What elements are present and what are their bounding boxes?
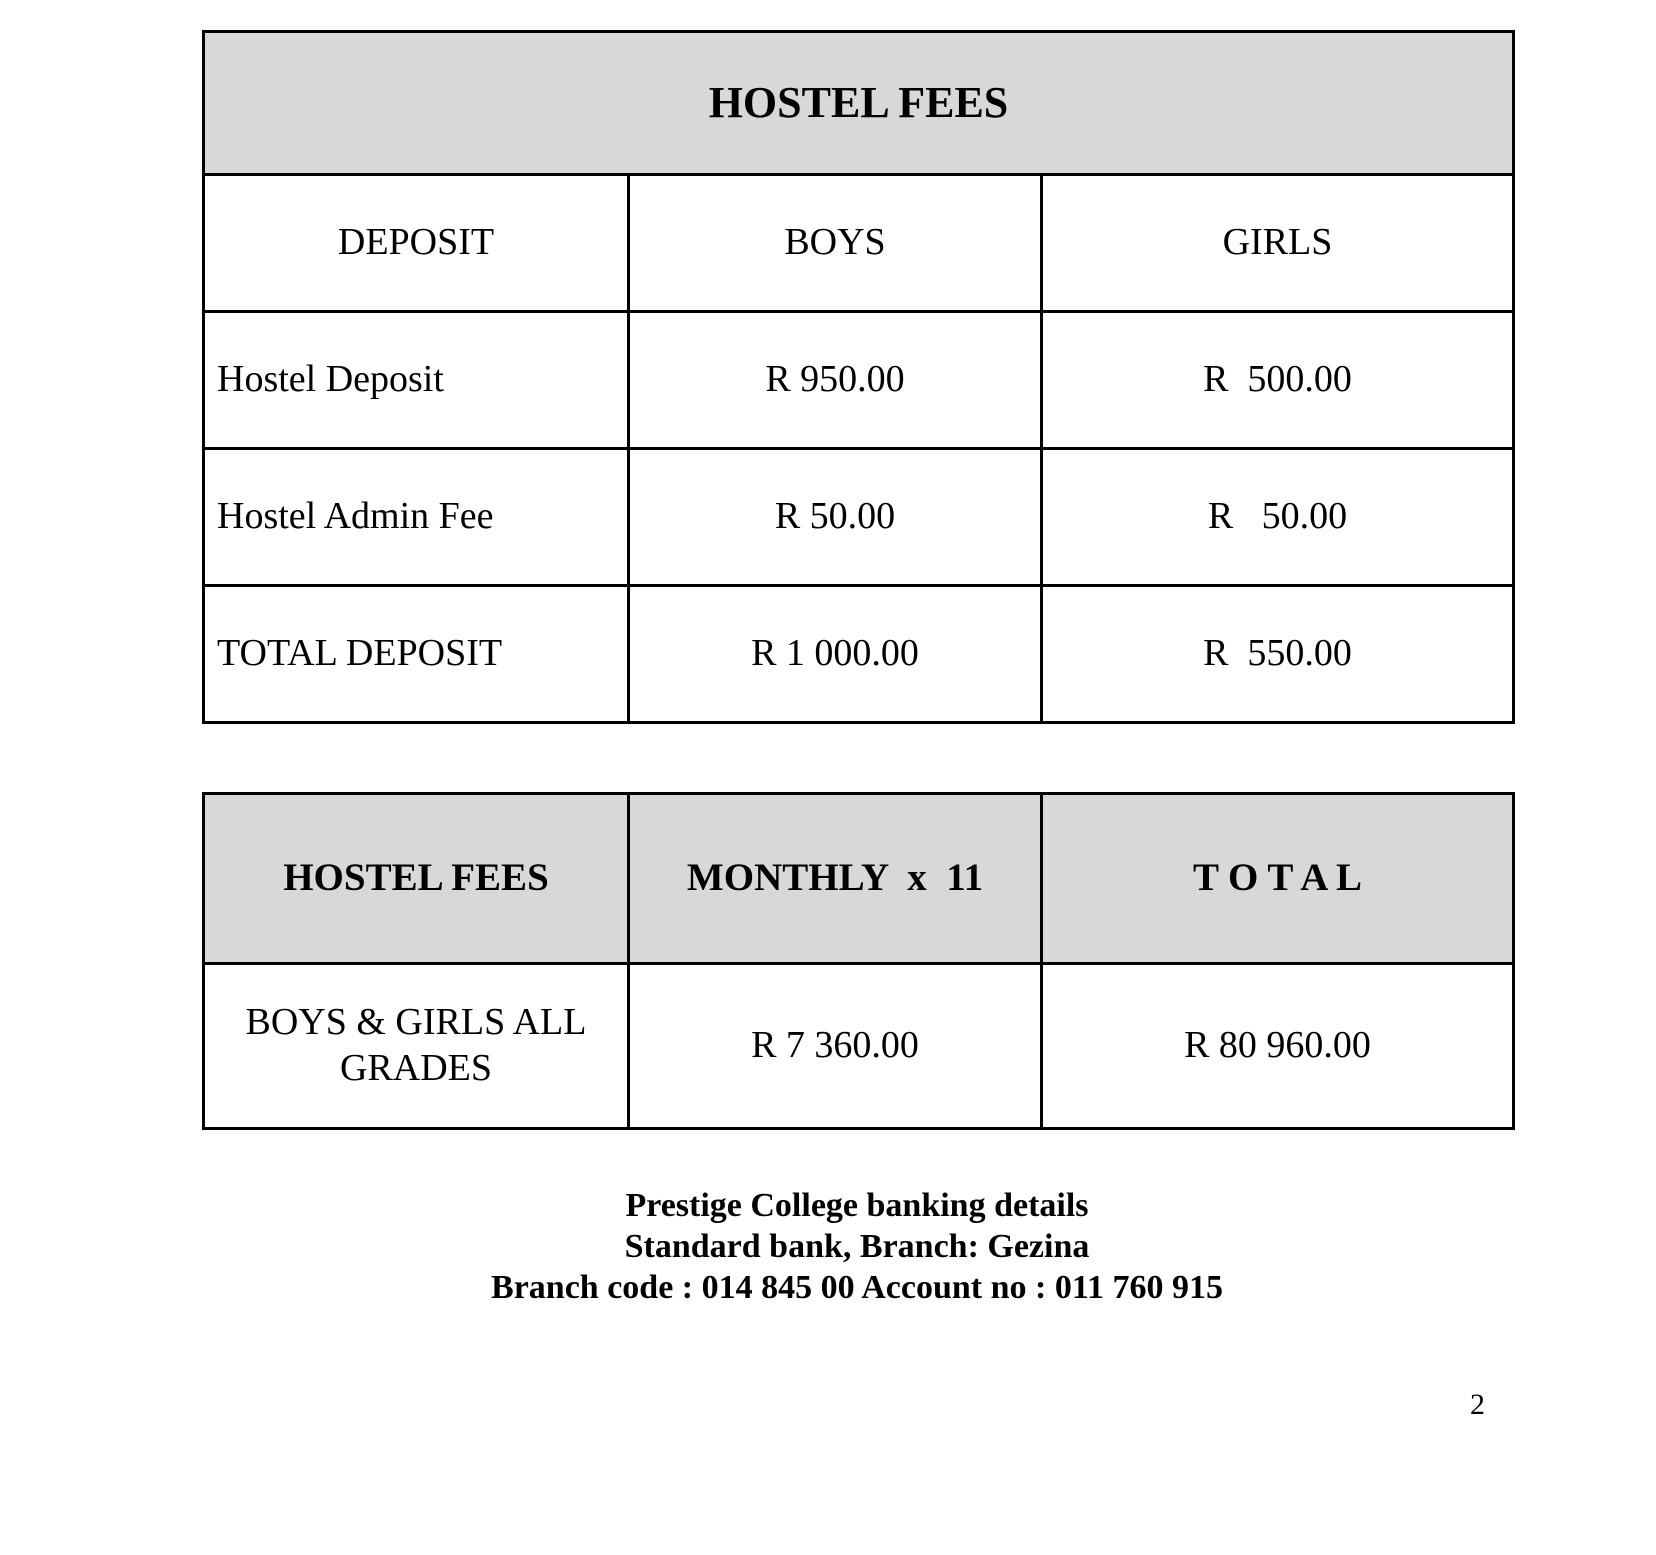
row-label: TOTAL DEPOSIT [204, 586, 629, 723]
header-monthly: MONTHLY x 11 [629, 794, 1042, 964]
monthly-header-row [204, 794, 1514, 964]
page-number: 2 [1470, 1388, 1485, 1421]
boys-value: R 50.00 [629, 449, 1042, 586]
row-label-line-1: BOYS & GIRLS ALL [245, 1001, 587, 1044]
hostel-monthly-fees-table [202, 792, 1515, 1130]
row-label-line-2: GRADES [339, 1047, 493, 1089]
banking-title: Prestige College banking details [625, 1187, 1089, 1224]
deposit-table-title: HOSTEL FEES [204, 32, 1514, 175]
header-hostel-fees: HOSTEL FEES [204, 794, 629, 964]
row-label [204, 964, 629, 1129]
banking-details [202, 1185, 1512, 1308]
table-row [204, 964, 1514, 1129]
banking-bank-branch: Standard bank, Branch: Gezina [624, 1228, 1090, 1265]
girls-value: R 500.00 [1042, 312, 1514, 449]
table-row [204, 449, 1514, 586]
table-row [204, 312, 1514, 449]
deposit-header-row [204, 175, 1514, 312]
table-row [204, 586, 1514, 723]
boys-value: R 1 000.00 [629, 586, 1042, 723]
girls-value: R 550.00 [1042, 586, 1514, 723]
boys-value: R 950.00 [629, 312, 1042, 449]
girls-value: R 50.00 [1042, 449, 1514, 586]
header-total: T O T A L [1042, 794, 1514, 964]
total-value: R 80 960.00 [1042, 964, 1514, 1129]
header-boys: BOYS [629, 175, 1042, 312]
row-label: Hostel Admin Fee [204, 449, 629, 586]
banking-codes: Branch code : 014 845 00 Account no : 011 760 915 [491, 1269, 1223, 1306]
hostel-deposit-table [202, 30, 1515, 724]
header-deposit: DEPOSIT [204, 175, 629, 312]
monthly-value: R 7 360.00 [629, 964, 1042, 1129]
header-girls: GIRLS [1042, 175, 1514, 312]
row-label: Hostel Deposit [204, 312, 629, 449]
